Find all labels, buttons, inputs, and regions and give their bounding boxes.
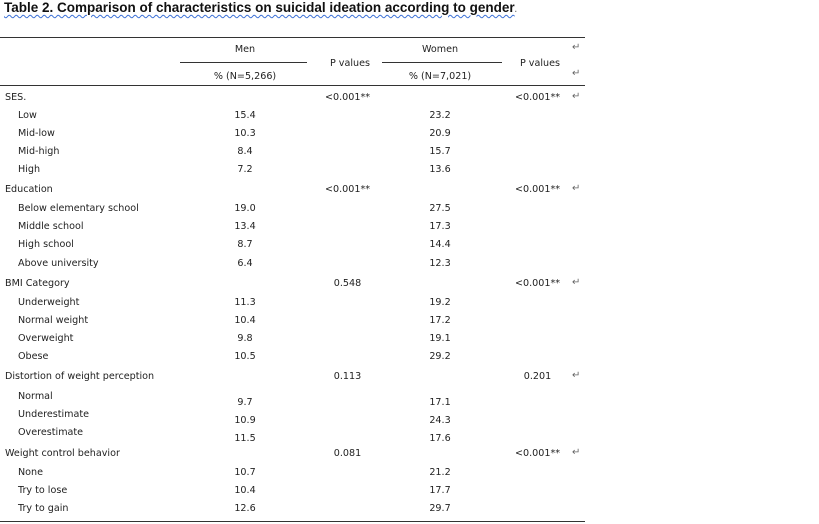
row-label: Mid-high <box>18 146 60 157</box>
men-p-value: 0.548 <box>333 278 362 289</box>
men-value: 11.3 <box>234 297 256 308</box>
row-label: Above university <box>18 258 99 269</box>
return-mark-icon: ↵ <box>572 370 581 381</box>
row-label: Normal weight <box>18 315 89 326</box>
men-header: Men <box>234 44 256 55</box>
women-header-rule <box>382 62 502 63</box>
men-value: 7.2 <box>237 164 253 175</box>
women-p-value: <0.001** <box>514 278 561 289</box>
women-value: 13.6 <box>429 164 451 175</box>
men-value: 15.4 <box>234 110 256 121</box>
men-value: 10.7 <box>234 467 256 478</box>
return-mark-icon: ↵ <box>572 91 581 102</box>
women-p-value: <0.001** <box>514 92 561 103</box>
row-label: Low <box>18 110 37 121</box>
row-label: Mid-low <box>18 128 55 139</box>
return-mark-icon: ↵ <box>572 447 581 458</box>
row-label: None <box>18 467 44 478</box>
women-value: 21.2 <box>429 467 451 478</box>
women-value: 19.1 <box>429 333 451 344</box>
women-value: 29.2 <box>429 351 451 362</box>
row-label: Below elementary school <box>18 203 139 214</box>
women-value: 17.3 <box>429 221 451 232</box>
men-value: 8.4 <box>237 146 253 157</box>
row-label: Try to gain <box>18 503 69 514</box>
men-value: 9.7 <box>237 397 253 408</box>
return-mark-icon: ↵ <box>572 183 581 194</box>
men-value: 9.8 <box>237 333 253 344</box>
women-value: 17.2 <box>429 315 451 326</box>
return-mark-icon: ↵ <box>572 68 581 79</box>
women-value: 12.3 <box>429 258 451 269</box>
row-label: Try to lose <box>18 485 68 496</box>
women-p-value: 0.201 <box>523 371 552 382</box>
row-label: Overestimate <box>18 427 84 438</box>
section-label: Distortion of weight perception <box>5 371 155 382</box>
row-label: High school <box>18 239 74 250</box>
women-n-header: % (N=7,021) <box>408 71 472 82</box>
women-p-value: <0.001** <box>514 184 561 195</box>
women-header: Women <box>421 44 459 55</box>
women-value: 23.2 <box>429 110 451 121</box>
section-label: BMI Category <box>5 278 70 289</box>
section-label: Education <box>5 184 53 195</box>
return-mark-icon: ↵ <box>572 42 581 53</box>
women-value: 17.1 <box>429 397 451 408</box>
women-value: 24.3 <box>429 415 451 426</box>
women-value: 29.7 <box>429 503 451 514</box>
men-value: 12.6 <box>234 503 256 514</box>
header-bottom-rule <box>0 85 585 86</box>
bottom-rule <box>0 521 585 522</box>
men-value: 10.5 <box>234 351 256 362</box>
men-value: 6.4 <box>237 258 253 269</box>
men-value: 10.3 <box>234 128 256 139</box>
men-header-rule <box>180 62 307 63</box>
women-value: 20.9 <box>429 128 451 139</box>
men-value: 11.5 <box>234 433 256 444</box>
return-mark-icon: ↵ <box>572 277 581 288</box>
row-label: Normal <box>18 391 53 402</box>
row-label: High <box>18 164 41 175</box>
row-label: Underestimate <box>18 409 90 420</box>
women-value: 17.6 <box>429 433 451 444</box>
row-label: Underweight <box>18 297 80 308</box>
section-label: Weight control behavior <box>5 448 120 459</box>
men-p-value: <0.001** <box>324 92 371 103</box>
women-value: 14.4 <box>429 239 451 250</box>
women-value: 17.7 <box>429 485 451 496</box>
women-p-header: P values <box>519 58 561 69</box>
men-p-value: 0.081 <box>333 448 362 459</box>
women-p-value: <0.001** <box>514 448 561 459</box>
row-label: Obese <box>18 351 49 362</box>
men-value: 10.4 <box>234 485 256 496</box>
men-p-value: 0.113 <box>333 371 362 382</box>
men-value: 8.7 <box>237 239 253 250</box>
men-p-header: P values <box>329 58 371 69</box>
men-p-value: <0.001** <box>324 184 371 195</box>
row-label: Middle school <box>18 221 84 232</box>
men-value: 10.9 <box>234 415 256 426</box>
table-title: Table 2. Comparison of characteristics on suicidal ideation according to gender. <box>4 0 517 15</box>
top-rule <box>0 37 585 38</box>
men-n-header: % (N=5,266) <box>213 71 277 82</box>
section-label: SES. <box>5 92 27 103</box>
women-value: 15.7 <box>429 146 451 157</box>
men-value: 19.0 <box>234 203 256 214</box>
women-value: 27.5 <box>429 203 451 214</box>
row-label: Overweight <box>18 333 74 344</box>
men-value: 13.4 <box>234 221 256 232</box>
men-value: 10.4 <box>234 315 256 326</box>
women-value: 19.2 <box>429 297 451 308</box>
